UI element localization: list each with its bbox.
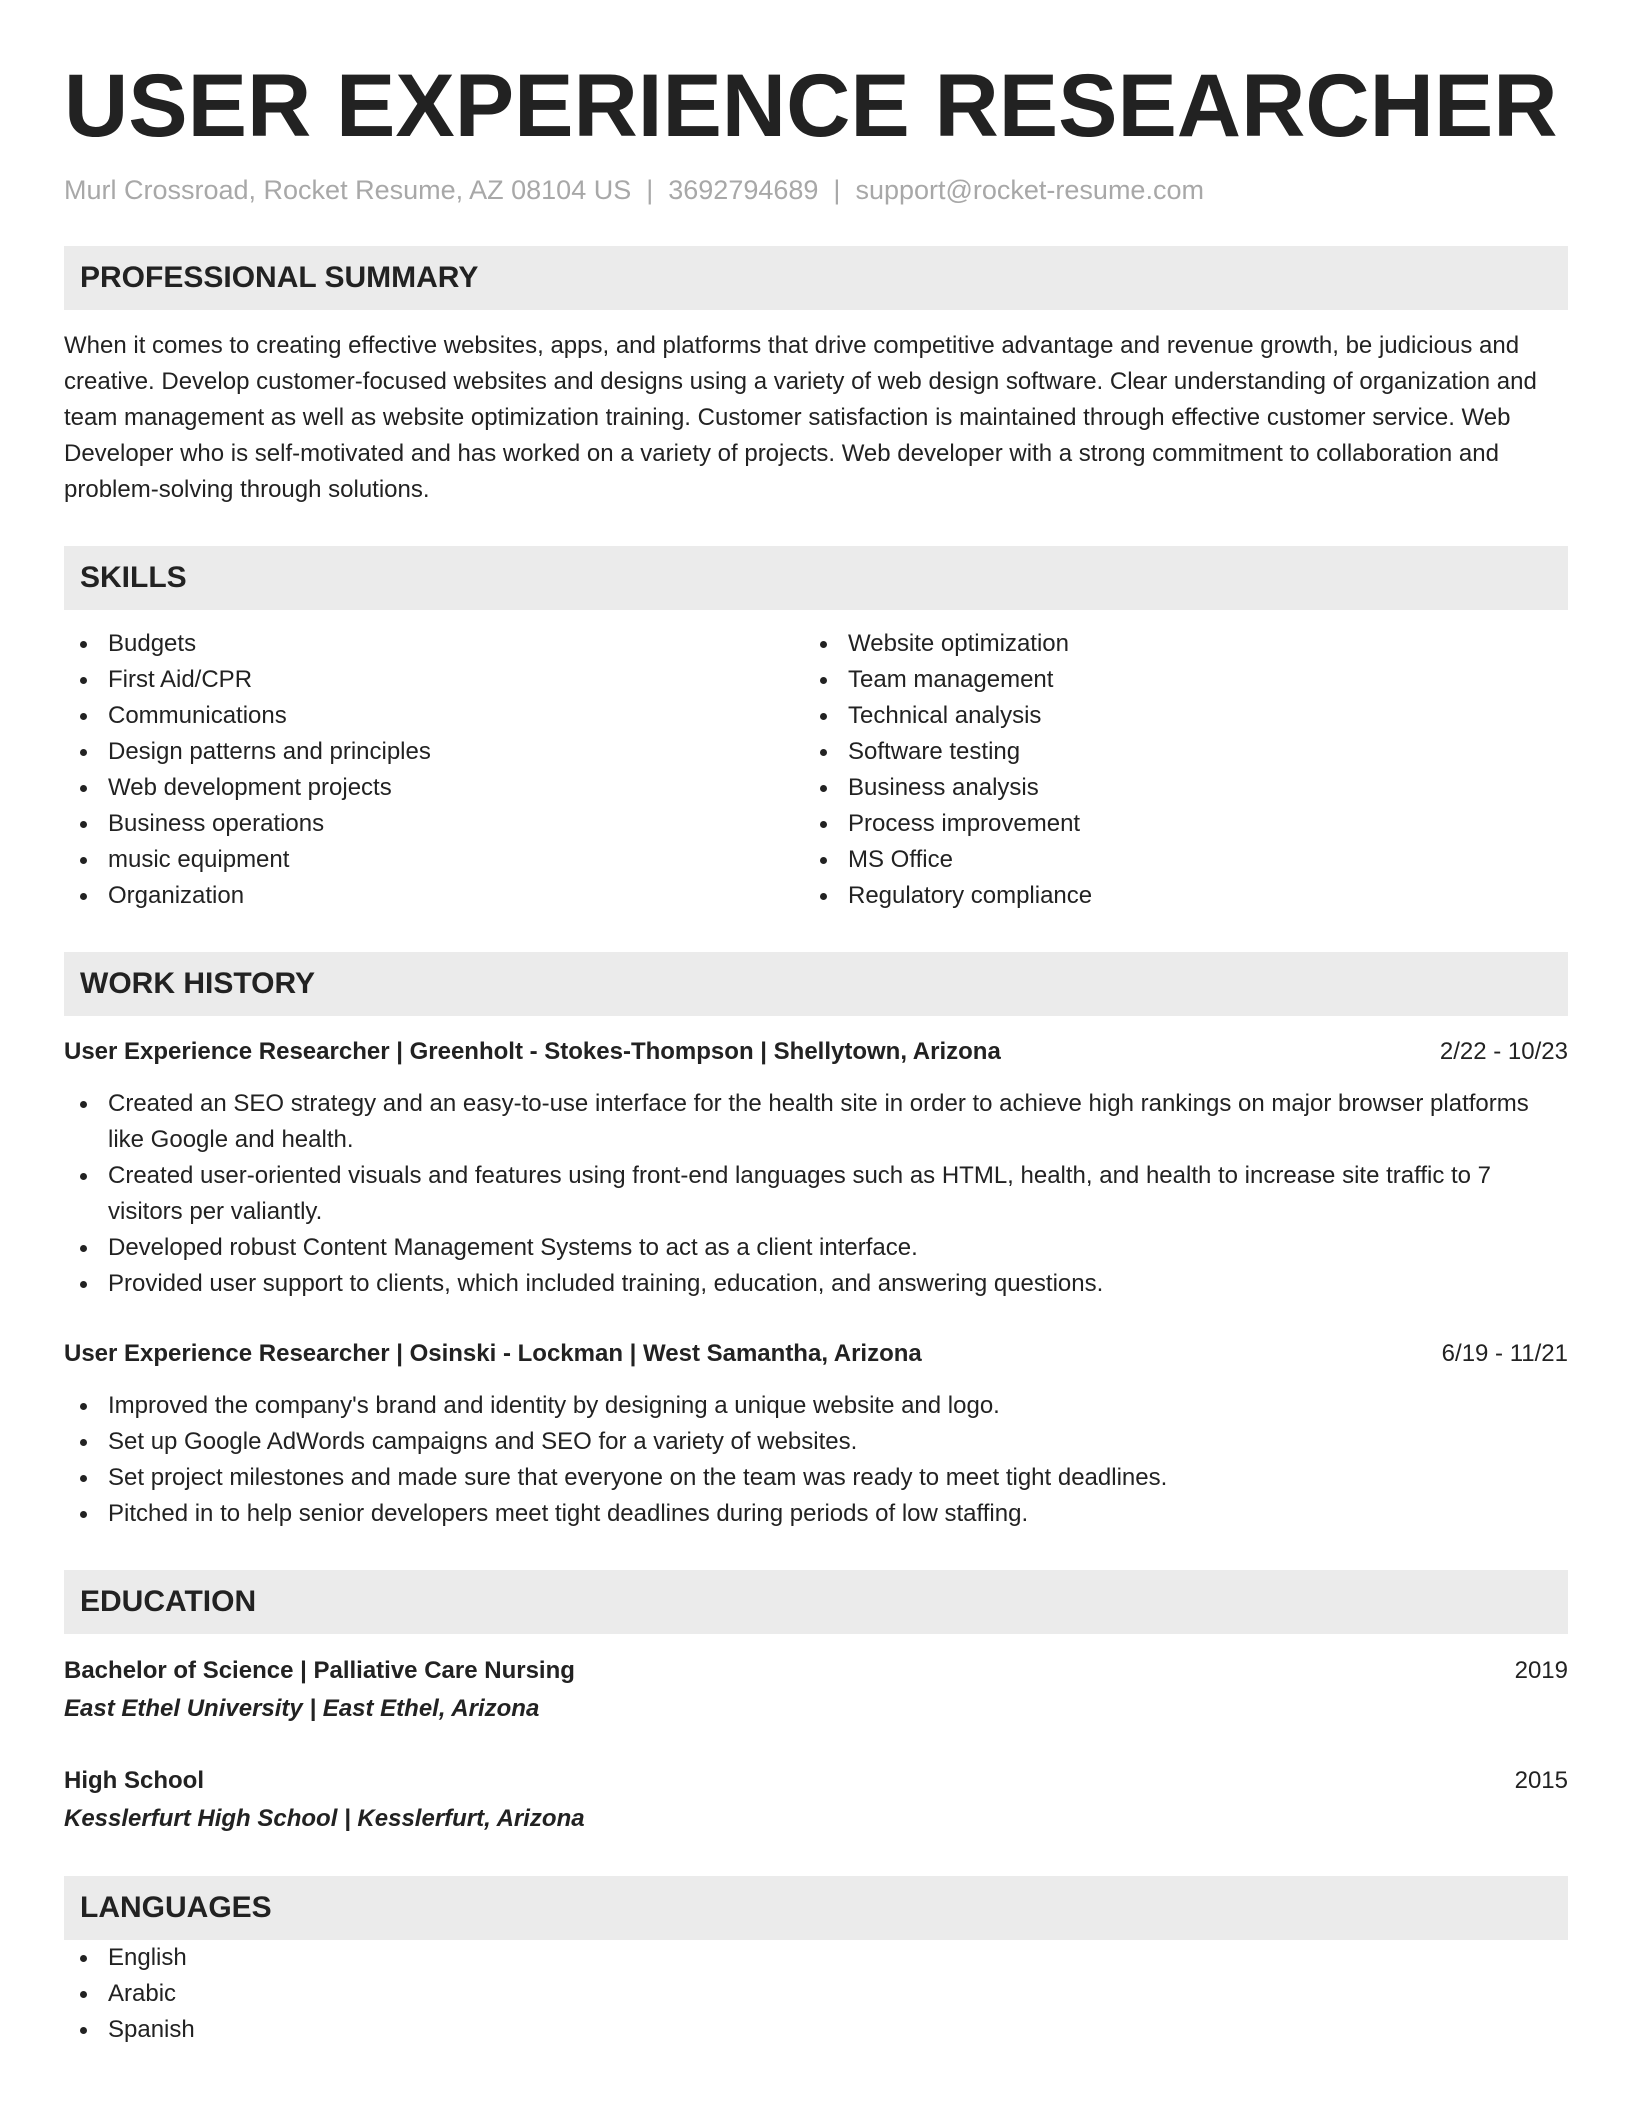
job-bullet: Provided user support to clients, which included training, education, and answering questions. [64,1266,1568,1302]
education-header [64,1762,1568,1800]
skill-item: Business analysis [804,770,1544,806]
skill-item: Website optimization [804,626,1544,662]
skill-item: Organization [64,878,804,914]
job-dates: 6/19 - 11/21 [1441,1340,1568,1367]
education-degree: High School [64,1767,204,1794]
job-header [64,1336,1568,1372]
job-title: User Experience Researcher | Osinski - Lockman | West Samantha, Arizona [64,1340,922,1367]
job-bullets [64,1388,1568,1532]
job-bullet: Pitched in to help senior developers meet tight deadlines during periods of low staffing. [64,1496,1568,1532]
skill-item: Process improvement [804,806,1544,842]
skill-item: Business operations [64,806,804,842]
education-entry [64,1652,1568,1728]
resume-title: USER EXPERIENCE RESEARCHER [64,55,1558,155]
education-degree: Bachelor of Science | Palliative Care Nursing [64,1657,575,1684]
job-bullet: Developed robust Content Management Systems to act as a client interface. [64,1230,1568,1266]
skill-item: Technical analysis [804,698,1544,734]
job-bullet: Created user-oriented visuals and features using front-end languages such as HTML, health, and health to increase site traffic to 7 visitors per valiantly. [64,1158,1568,1230]
job-bullets [64,1086,1568,1302]
language-item: Spanish [64,2012,1568,2048]
education-school: East Ethel University | East Ethel, Arizona [64,1695,540,1722]
language-item: English [64,1940,1568,1976]
contact-separator: | [833,175,841,205]
skill-item: music equipment [64,842,804,878]
skill-item: Web development projects [64,770,804,806]
job-entry [64,1336,1568,1532]
skill-item: First Aid/CPR [64,662,804,698]
contact-phone: 3692794689 [668,175,819,205]
skill-item: Team management [804,662,1544,698]
job-bullet: Improved the company's brand and identity by designing a unique website and logo. [64,1388,1568,1424]
skill-item: MS Office [804,842,1544,878]
job-entry [64,1034,1568,1302]
skills-column-right [804,626,1544,914]
section-heading-skills: SKILLS [64,546,1568,610]
education-year: 2015 [1514,1767,1568,1794]
section-heading-languages: LANGUAGES [64,1876,1568,1940]
job-bullet: Set up Google AdWords campaigns and SEO for a variety of websites. [64,1424,1568,1460]
section-heading-education: EDUCATION [64,1570,1568,1634]
job-title: User Experience Researcher | Greenholt - Stokes-Thompson | Shellytown, Arizona [64,1038,1001,1065]
education-school: Kesslerfurt High School | Kesslerfurt, Arizona [64,1805,585,1832]
skill-item: Design patterns and principles [64,734,804,770]
job-bullet: Created an SEO strategy and an easy-to-use interface for the health site in order to achieve high rankings on major browser platforms like Google and health. [64,1086,1568,1158]
contact-line [64,172,1568,208]
skills-column-left [64,626,804,914]
education-header [64,1652,1568,1690]
skills-list [64,626,1568,914]
summary-text: When it comes to creating effective websites, apps, and platforms that drive competitive advantage and revenue growth, be judicious and creative. Develop customer-focused websites and designs using a variety of web design software. Clear understanding of organization and team management as well as website optimization training. Customer satisfaction is maintained through effective customer service. Web Developer who is self-motivated and has worked on a variety of projects. Web developer with a strong commitment to collaboration and problem-solving through solutions. [64,332,1537,503]
skill-item: Regulatory compliance [804,878,1544,914]
job-dates: 2/22 - 10/23 [1439,1038,1568,1065]
job-header [64,1034,1568,1070]
skill-item: Software testing [804,734,1544,770]
education-year: 2019 [1514,1657,1568,1684]
language-item: Arabic [64,1976,1568,2012]
section-heading-work-history: WORK HISTORY [64,952,1568,1016]
languages-list [64,1940,1568,2048]
job-bullet: Set project milestones and made sure that everyone on the team was ready to meet tight deadlines. [64,1460,1568,1496]
section-heading-summary: PROFESSIONAL SUMMARY [64,246,1568,310]
skill-item: Communications [64,698,804,734]
skill-item: Budgets [64,626,804,662]
education-entry [64,1762,1568,1838]
contact-separator: | [646,175,654,205]
contact-address: Murl Crossroad, Rocket Resume, AZ 08104 US [64,175,632,205]
contact-email: support@rocket-resume.com [855,175,1204,205]
